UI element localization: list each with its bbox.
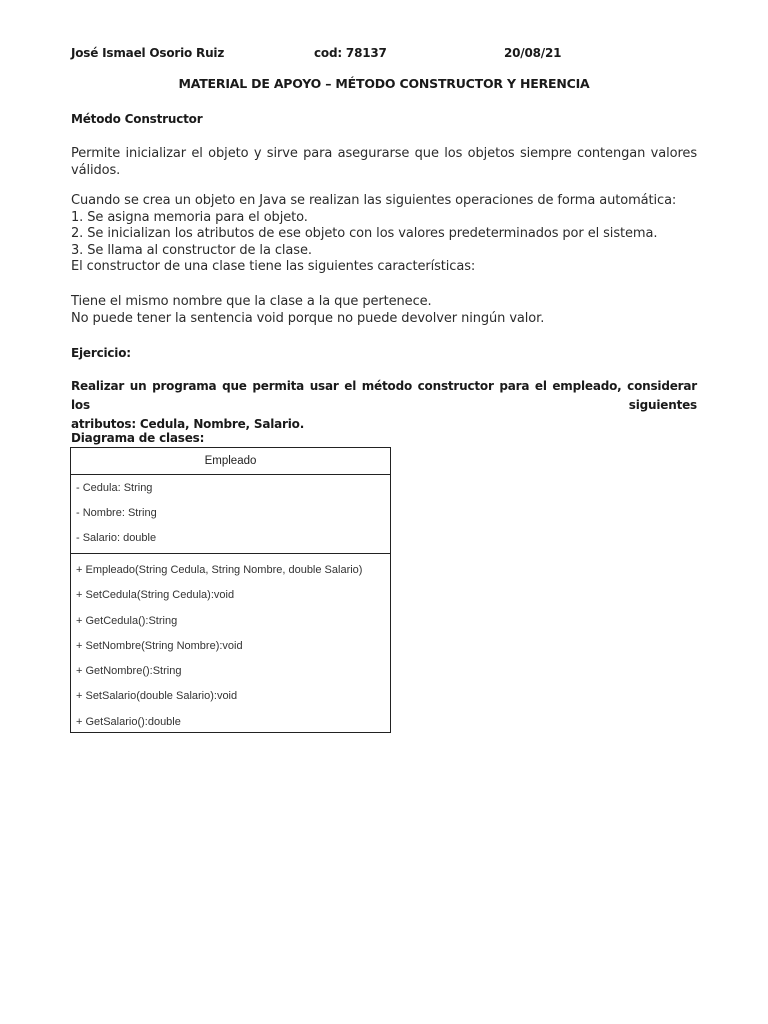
constructor-heading: Método Constructor <box>71 112 203 126</box>
uml-attributes <box>71 475 390 554</box>
operations-line: Cuando se crea un objeto en Java se realizan las siguientes operaciones de forma automática: <box>71 193 677 208</box>
uml-method: + GetNombre():String <box>76 665 182 678</box>
traits-line: Tiene el mismo nombre que la clase a la que pertenece. <box>71 294 432 309</box>
intro-line: Permite inicializar el objeto y sirve para asegurarse que los objetos siempre contengan valores <box>71 146 697 161</box>
uml-methods <box>71 554 390 740</box>
operations-line: 2. Se inicializan los atributos de ese objeto con los valores predeterminados por el sistema. <box>71 226 658 241</box>
document-title: MATERIAL DE APOYO – MÉTODO CONSTRUCTOR Y HERENCIA <box>178 76 590 91</box>
operations-line: 1. Se asigna memoria para el objeto. <box>71 209 308 225</box>
operations-line: 3. Se llama al constructor de la clase. <box>71 242 312 258</box>
constructor-intro <box>71 146 697 179</box>
constructor-traits <box>71 294 697 327</box>
student-code: cod: 78137 <box>314 46 387 60</box>
uml-attribute: - Salario: double <box>76 532 157 544</box>
operations-line: El constructor de una clase tiene las siguientes características: <box>71 259 476 274</box>
author-name: José Ismael Osorio Ruiz <box>71 46 225 60</box>
exercise-line: atributos: Cedula, Nombre, Salario. <box>71 417 305 431</box>
exercise-line: Realizar un programa que permita usar el método constructor para el empleado, considerar los siguientes <box>71 379 697 412</box>
uml-attribute: - Nombre: String <box>76 507 157 519</box>
constructor-operations <box>71 193 697 276</box>
diagram-heading: Diagrama de clases: <box>71 431 205 445</box>
intro-line: válidos. <box>71 162 121 178</box>
traits-line: No puede tener la sentencia void porque no puede devolver ningún valor. <box>71 310 545 326</box>
uml-class-box <box>70 447 391 733</box>
exercise-text <box>71 377 697 434</box>
exercise-heading: Ejercicio: <box>71 346 131 360</box>
document-date: 20/08/21 <box>504 46 562 60</box>
uml-method: + GetCedula():String <box>76 614 178 627</box>
uml-method: + SetCedula(String Cedula):void <box>76 589 235 602</box>
uml-method: + GetSalario():double <box>76 715 181 728</box>
uml-method: + SetNombre(String Nombre):void <box>76 639 243 652</box>
uml-method: + SetSalario(double Salario):void <box>76 690 238 703</box>
uml-class-name: Empleado <box>71 448 390 475</box>
uml-attribute: - Cedula: String <box>76 482 153 494</box>
uml-method: + Empleado(String Cedula, String Nombre, double Salario) <box>76 564 363 576</box>
